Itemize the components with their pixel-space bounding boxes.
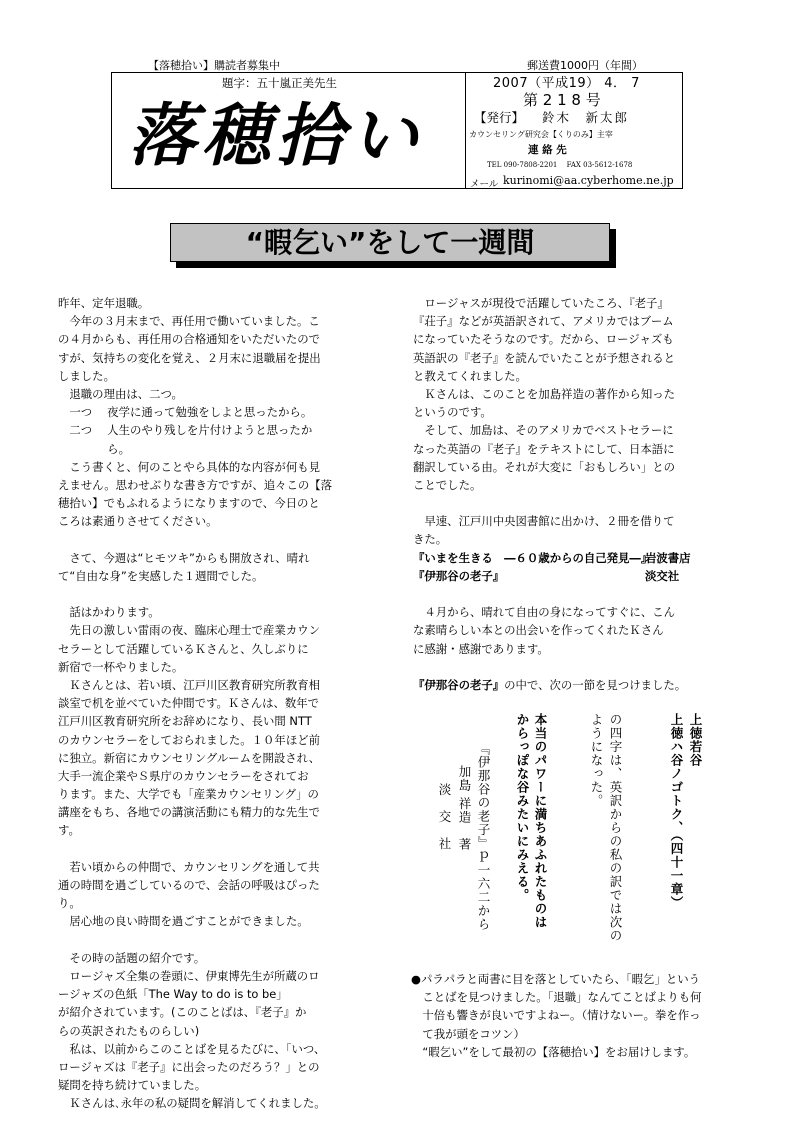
quote-author: 加島 祥造 著 — [457, 765, 472, 851]
right-column-line: な素晴らしい本との出会いを作ってくれたＫさん — [413, 623, 664, 638]
issue-number: 第 2 1 8 号 — [523, 91, 601, 109]
issue-date: 2007（平成19） 4． 7 — [493, 76, 640, 91]
left-column-line — [58, 530, 393, 548]
left-column-line: 退職の理由は、二つ。 — [58, 386, 183, 401]
newsletter-title: 落穂拾い — [128, 96, 425, 176]
left-column-line — [58, 585, 393, 603]
left-column-line — [58, 931, 393, 949]
left-column-line: の４月からも、再任用の合格通知をいただいたので — [58, 332, 320, 347]
left-column-line: 新宿で一杯やりました。 — [58, 659, 184, 674]
left-column-line: すが、気持ちの変化を覚え、２月末に退職届を提出 — [58, 350, 321, 365]
closing-note-line: て我が頭をコツン） — [411, 1026, 525, 1041]
contact-label: 連 絡 先 — [528, 144, 567, 156]
left-column-line: しました。 — [58, 368, 115, 383]
calligrapher-credit: 題字：五十嵐正美先生 — [222, 76, 337, 90]
left-column-line: えません。思わせぶりな書き方ですが、追々この【落 — [58, 477, 333, 492]
right-column-line: ロージャスが現役で活躍していたころ、『老子』 — [413, 296, 669, 310]
left-column-line: 若い頃からの仲間で、カウンセリングを通して共 — [58, 859, 320, 874]
left-column-line: ロージャズ全集の巻頭に、伊東博先生が所蔵のロ — [58, 968, 320, 983]
quote-line-4: ようになった。 — [589, 713, 604, 808]
publisher-name: 鈴木 新太郎 — [542, 110, 630, 125]
quote-intro — [413, 676, 743, 694]
postage-fee: 郵送費1000円（年間） — [527, 59, 643, 72]
book-1 — [413, 549, 743, 567]
organization: カウンセリング研究会【くりのみ】主宰 — [469, 130, 613, 139]
right-column-line: 翻訳している由。それが大変に「おもしろい」との — [413, 459, 675, 474]
headline: “暇乞い”をして一週間 — [245, 226, 535, 259]
quote-line-2: 上徳ハ谷ノゴトク、（四十一章） — [669, 713, 684, 910]
quote-intro-book: 『伊那谷の老子』 — [413, 677, 505, 692]
left-column-line: のカウンセラーをしておられました。１０年ほど前 — [58, 732, 320, 747]
left-column-line: こう書くと、何のことやら具体的な内容が何も見 — [58, 459, 320, 474]
left-column-line: 居心地の良い時間を過ごすことができました。 — [58, 914, 309, 929]
closing-note-line: ●パラパラと両書に目を落としていたら、「暇乞」という — [411, 972, 701, 986]
book-2 — [413, 567, 743, 585]
left-column-line: 昨年、定年退職。 — [58, 296, 150, 310]
right-column-line: と教えてくれました。 — [413, 368, 527, 383]
right-column-line: そして、加島は、そのアメリカでベストセラーに — [413, 423, 674, 438]
right-column-line — [413, 494, 743, 512]
mail-label: メール — [470, 179, 499, 190]
left-column-line: ります。また、大学でも「産業カウンセリング」の — [58, 787, 319, 802]
closing-note-line: “暇乞い”をして最初の【落穂拾い】をお届けします。 — [411, 1044, 696, 1059]
quote-intro-text: の中で、次の一節を見つけました。 — [504, 677, 687, 692]
publisher-label: 【発行】 — [474, 110, 525, 125]
left-column-line: 講座をもち、各地での講演活動にも精力的な先生で — [58, 805, 320, 820]
left-column-line: Ｋさんとは、若い頃、江戸川区教育研究所教育相 — [58, 677, 320, 692]
right-column-line: 英語訳の『老子』を読んでいたことが予想されると — [413, 350, 675, 365]
right-column-line: ４月から、晴れて自由の身になってすぐに、こん — [413, 605, 675, 620]
recruit-notice: 【落穂拾い】購読者募集中 — [148, 59, 280, 72]
left-column-line: ころは素通りさせてください。 — [58, 514, 218, 529]
left-column-line: 江戸川区教育研究所をお辞めになり、長い間 NTT — [58, 714, 312, 729]
left-column-line: セラーとして活躍しているＫさんと、久しぶりに — [58, 641, 309, 656]
left-column-line: 先日の激しい雷雨の夜、臨床心理士で産業カウン — [58, 623, 320, 638]
left-column-line: 談室で机を並べていた仲間です。Ｋさんは、数年で — [58, 696, 320, 711]
closing-note-line: 十倍も響きが良いですよねー。（情けないー。拳を作っ — [411, 1008, 701, 1023]
right-column-line: 早速、江戸川中央図書館に出かけ、２冊を借りて — [413, 514, 675, 529]
left-column-line: す。 — [58, 823, 80, 838]
right-column-line: なった英語の『老子』をテキストにして、日本語に — [413, 441, 675, 456]
left-column-line — [58, 840, 393, 858]
left-column-line: さて、今週は“ヒモツキ”からも開放され、晴れ — [58, 550, 310, 565]
right-column — [413, 294, 743, 694]
quote-line-3: の四字は、英訳からの私の訳では次の — [608, 713, 623, 943]
left-column-line: 私は、以前からこのことばを見るたびに、「いつ、 — [58, 1041, 326, 1056]
left-column — [58, 294, 393, 1112]
left-column-line: て“自由な身”を実感した１週間でした。 — [58, 568, 264, 583]
right-column-line: に感謝・感謝であります。 — [413, 641, 549, 656]
headline-banner — [170, 223, 610, 262]
left-column-line: ら。 — [58, 441, 130, 456]
right-column-line: になっていたそうなのです。だから、ロージャズも — [413, 332, 674, 347]
right-column-line: きた。 — [413, 532, 448, 547]
quote-publisher: 淡 交 社 — [437, 783, 452, 851]
left-column-line: その時の話題の紹介です。 — [58, 950, 206, 965]
quote-source: 『伊那谷の老子』ｐ一六二から — [476, 742, 491, 931]
left-column-line: が紹介されています。(このことばは、『老子』か — [58, 1005, 307, 1020]
left-column-line: Ｋさんは､永年の私の疑問を解消してくれました。 — [58, 1096, 326, 1111]
book-2-title: 『伊那谷の老子』 — [413, 568, 505, 583]
left-column-line: ージャズの色紙「The Way to do is to be」 — [58, 987, 288, 1002]
tel-fax: TEL 090-7808-2201 FAX 03-5612-1678 — [487, 161, 633, 169]
left-column-line: り。 — [58, 896, 81, 911]
book-1-publisher: 岩波書店 — [645, 550, 691, 565]
right-column-line: Ｋさんは、このことを加島祥造の著作から知った — [413, 386, 675, 401]
mail-address: kurinomi@aa.cyberhome.ne.jp — [503, 174, 674, 187]
closing-note — [411, 970, 746, 1061]
closing-note-line: ことばを見つけました。「退職」なんてことばよりも何 — [411, 990, 702, 1005]
left-column-line: 疑問を持ち続けていました。 — [58, 1078, 207, 1093]
left-column-line: 穂拾い】でもふれるようになりますので、今日のと — [58, 496, 320, 511]
left-column-line: 大手一流企業やＳ県庁のカウンセラーをされてお — [58, 768, 309, 783]
left-column-line: 一つ 夜学に通って勉強をしよと思ったから。 — [58, 405, 313, 420]
quote-line-6: からっぽな谷みたいにみえる。 — [515, 713, 530, 902]
right-column-line: ことでした。 — [413, 477, 482, 492]
left-column-line: ロージャズは『老子』に出会ったのだろう？」との — [58, 1059, 320, 1074]
right-column-line: というのです。 — [413, 405, 492, 420]
quote-line-5: 本当のパワーに満ちあふれたものは — [533, 713, 548, 929]
right-column-line: 『荘子』などが英語訳されて、アメリカではブーム — [413, 314, 674, 329]
book-2-publisher: 淡交社 — [645, 568, 680, 583]
left-column-line: 今年の３月末まで、再任用で働いていました。こ — [58, 314, 320, 329]
left-column-line: に独立。新宿にカウンセリングルームを開設され、 — [58, 750, 321, 765]
book-1-title: 『いまを生きる ―６０歳からの自己発見―』 — [413, 550, 653, 565]
left-column-line: 通の時間を過ごしているので、会話の呼吸はぴった — [58, 878, 320, 892]
header-divider — [465, 72, 466, 189]
left-column-line: らの英訳されたものらしい) — [58, 1023, 200, 1038]
left-column-line: 話はかわります。 — [58, 605, 160, 620]
left-column-line: 二つ 人生のやり残しを片付けようと思ったか — [58, 423, 313, 438]
quote-line-1: 上徳若谷 — [688, 713, 703, 767]
